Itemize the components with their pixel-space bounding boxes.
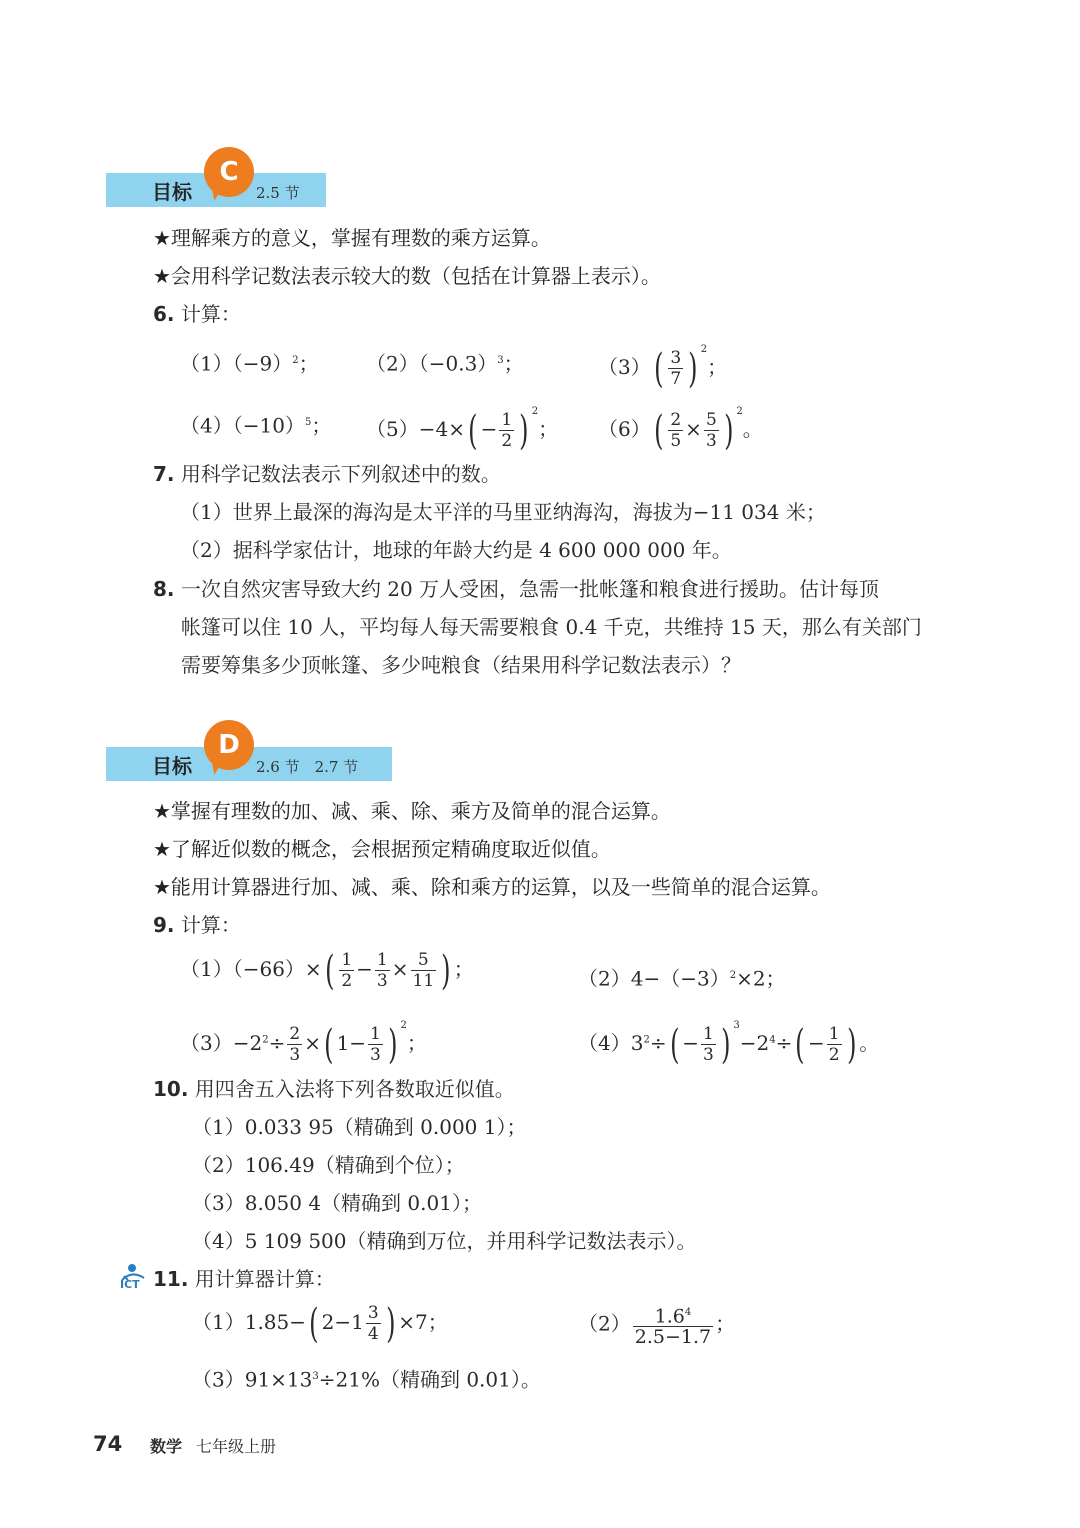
question-text: 计算： xyxy=(180,302,241,326)
q11-part-2: （2） $\frac{1.6^4}{2.5-1.7}$ ； xyxy=(578,1303,735,1347)
ict-icon: ICT xyxy=(118,1262,150,1292)
q10-item-2: （2）106.49（精确到个位）； xyxy=(192,1153,465,1177)
q6-part-4: $(4)(-10)^5$； xyxy=(180,413,332,438)
goal-c-1: ★理解乘方的意义，掌握有理数的乘方运算。 xyxy=(153,226,551,250)
q7-item-2: （2）据科学家估计，地球的年龄大约是 4 600 000 000 年。 xyxy=(180,538,732,562)
book-title: 数学 七年级上册 xyxy=(150,1437,277,1456)
q6-part-2: $(2)(-0.3)^3$； xyxy=(366,351,524,376)
goal-letter-d: D xyxy=(204,720,254,770)
q9-part-2: $(2)4-(-3)^2\times 2$； xyxy=(578,966,786,991)
question-10: 10. 用四舍五入法将下列各数取近似值。 xyxy=(153,1077,515,1101)
goal-title-d: 目标 xyxy=(152,754,192,778)
q9-part-3: $(3)-2^2\div$ $\frac{2}{3}$ ×( 1− $\frac{1}{3}$ ) $^2$； xyxy=(180,1020,427,1068)
q8-line-3: 需要筹集多少顶帐篷、多少吨粮食（结果用科学记数法表示）？ xyxy=(181,653,741,677)
question-11: 11. 用计算器计算： xyxy=(153,1267,335,1291)
q6-part-5: （5）−4×( − $\frac{1}{2}$ ) $^2$； xyxy=(366,406,559,454)
question-number: 6. xyxy=(153,302,175,326)
question-9: 9. 计算： xyxy=(153,913,241,937)
q6-part-1: $(1)(-9)^2$； xyxy=(180,351,319,376)
q10-item-3: （3）8.050 4（精确到 0.01）； xyxy=(192,1191,482,1215)
section-ref-d: 2.6 节 2.7 节 xyxy=(256,758,359,776)
goal-d-2: ★了解近似数的概念，会根据预定精确度取近似值。 xyxy=(153,837,611,861)
goal-c-2: ★会用科学记数法表示较大的数（包括在计算器上表示）。 xyxy=(153,264,661,288)
section-ref-c: 2.5 节 xyxy=(256,184,300,202)
q9-part-4: $(4)3^2\div$( − $\frac{1}{3}$ ) $^3-2^4\div$( − $\frac{1}{2}$ ) 。 xyxy=(578,1020,880,1068)
q11-part-1: （1）1.85−( 2−1 $\frac{3}{4}$ ) ×7； xyxy=(192,1300,448,1347)
goal-letter-c: C xyxy=(204,147,254,197)
q7-item-1: （1）世界上最深的海沟是太平洋的马里亚纳海沟，海拔为−11 034 米； xyxy=(180,500,826,524)
question-7: 7. 用科学记数法表示下列叙述中的数。 xyxy=(153,462,501,486)
goal-d-1: ★掌握有理数的加、减、乘、除、乘方及简单的混合运算。 xyxy=(153,799,671,823)
q6-part-6: （6）( $\frac{2}{5}$ × $\frac{5}{3}$ ) $^2$。 xyxy=(598,406,763,454)
page-number: 74 xyxy=(93,1432,123,1456)
question-8: 8. 一次自然灾害导致大约 20 万人受困，急需一批帐篷和粮食进行援助。估计每顶 xyxy=(153,577,880,601)
q11-part-3: $(3)91\times 13^3\div 21\%$（精确到 0.01）。 xyxy=(192,1367,541,1392)
q10-item-1: （1）0.033 95（精确到 0.000 1）； xyxy=(192,1115,527,1139)
q10-item-4: （4）5 109 500（精确到万位，并用科学记数法表示）。 xyxy=(192,1229,697,1253)
q8-line-2: 帐篷可以住 10 人，平均每人每天需要粮食 0.4 千克，共维持 15 天，那么有关部门 xyxy=(181,615,922,639)
goal-title-c: 目标 xyxy=(152,180,192,204)
question-6 xyxy=(153,300,241,328)
q6-part-3: （3）( $\frac{3}{7}$ ) $^2$； xyxy=(598,344,728,392)
goal-d-3: ★能用计算器进行加、减、乘、除和乘方的运算，以及一些简单的混合运算。 xyxy=(153,875,831,899)
q9-part-1: （1）（−66）×( $\frac{1}{2}$ − $\frac{1}{3}$ × $\frac{5}{11}$ ) ； xyxy=(180,947,474,994)
